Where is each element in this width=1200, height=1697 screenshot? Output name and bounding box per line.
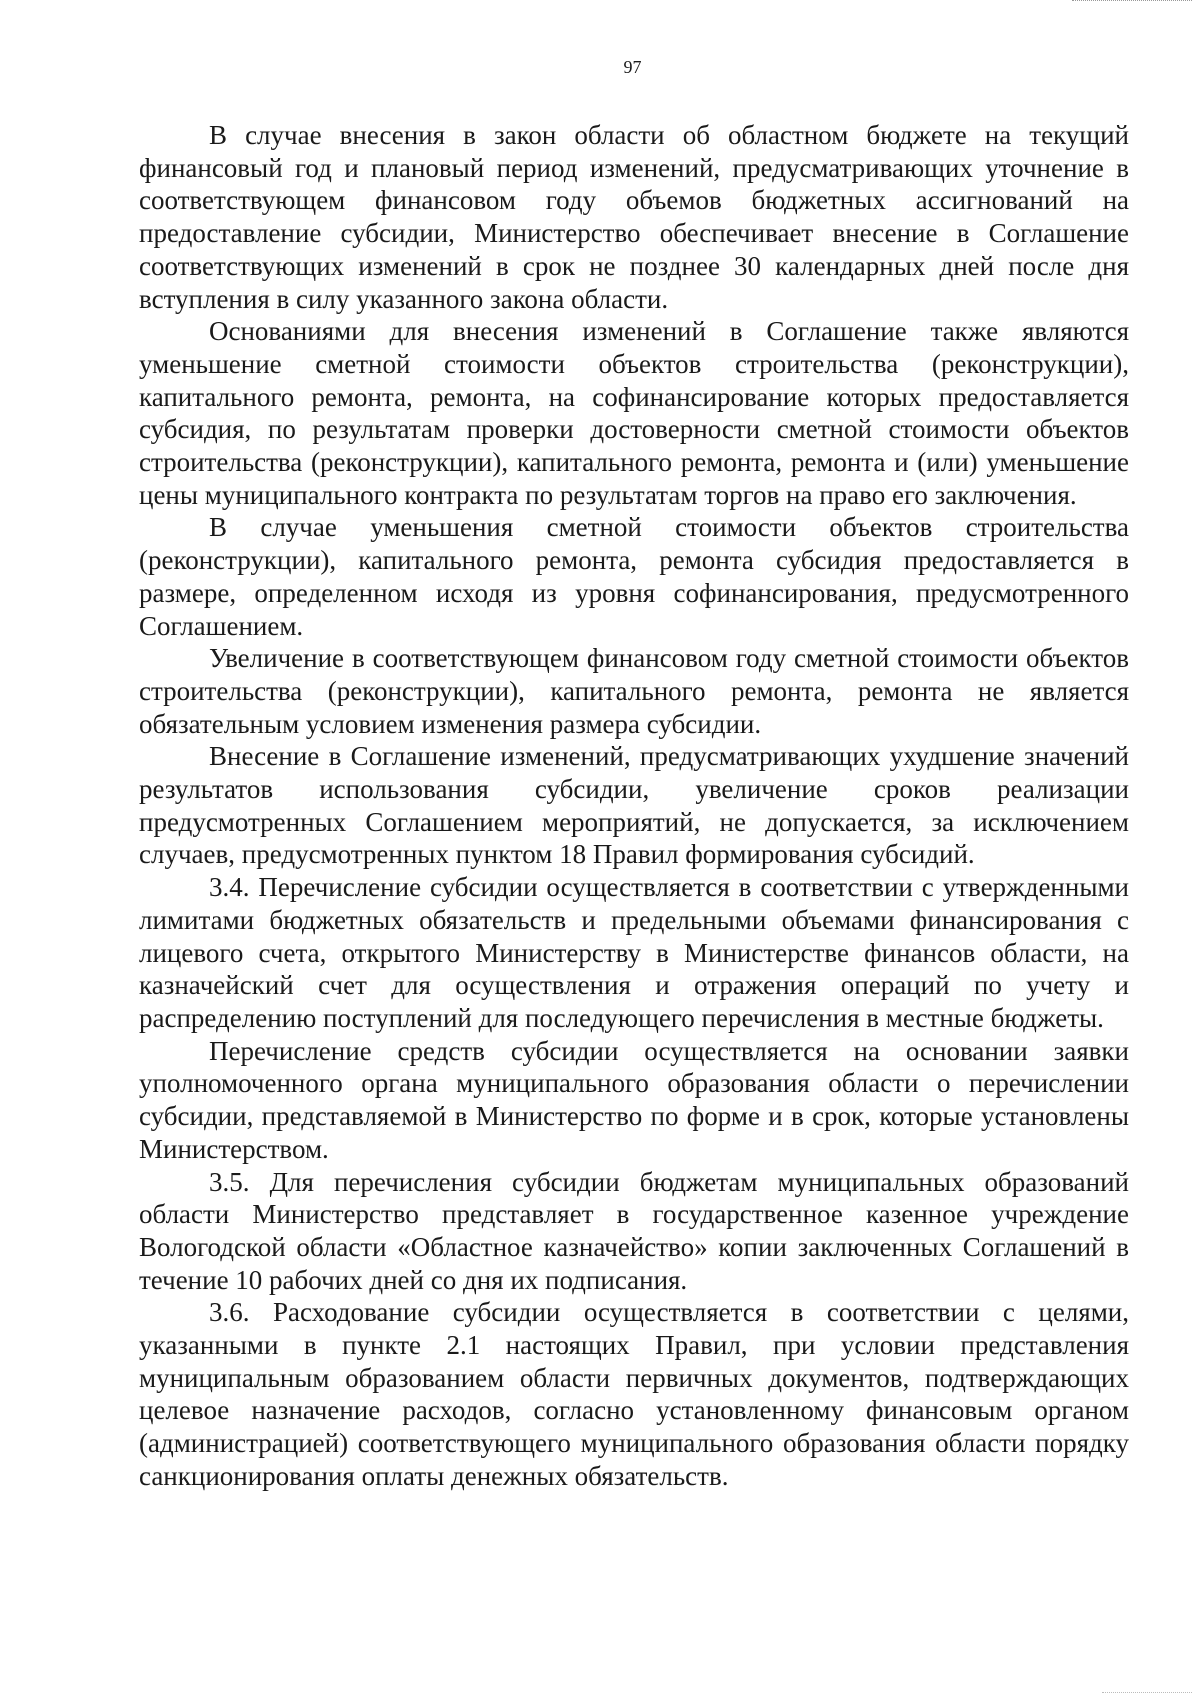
paragraph: Внесение в Соглашение изменений, предусматривающих ухудшение значений результатов использования субсидии, увеличение сроков реализации предусмотренных Соглашением мероприятий, не допускается, за исключением случаев, предусмотренных пунктом 18 Правил формирования субсидий.: [139, 741, 1129, 870]
paragraph: В случае уменьшения сметной стоимости объектов строительства (реконструкции), капитального ремонта, ремонта субсидия предоставляется в размере, определенном исходя из уровня софинансирования, предусмотренного Соглашением.: [139, 512, 1129, 641]
paragraph: Увеличение в соответствующем финансовом году сметной стоимости объектов строительства (реконструкции), капитального ремонта, ремонта не является обязательным условием изменения размера субсидии.: [139, 643, 1129, 739]
scan-edge-mark: [1102, 1686, 1192, 1693]
paragraph: Основаниями для внесения изменений в Соглашение также являются уменьшение сметной стоимости объектов строительства (реконструкции), капитального ремонта, ремонта, на софинансирование которых предоставляется субсидия, по результатам проверки достоверности сметной стоимости объектов строительства (реконструкции), капитального ремонта, ремонта и (или) уменьшение цены муниципального контракта по результатам торгов на право его заключения.: [139, 316, 1129, 510]
scan-edge-mark: [1072, 0, 1192, 7]
paragraph: 3.4. Перечисление субсидии осуществляется в соответствии с утвержденными лимитами бюджетных обязательств и предельными объемами финансирования с лицевого счета, открытого Министерству в Министерстве финансов области, на казначейский счет для осуществления и отражения операций по учету и распределению поступлений для последующего перечисления в местные бюджеты.: [139, 872, 1129, 1033]
paragraph: 3.6. Расходование субсидии осуществляется в соответствии с целями, указанными в пункте 2.1 настоящих Правил, при условии представления муниципальным образованием области первичных документов, подтверждающих целевое назначение расходов, согласно установленному финансовым органом (администрацией) соответствующего муниципального образования области порядку санкционирования оплаты денежных обязательств.: [139, 1297, 1129, 1491]
paragraph: Перечисление средств субсидии осуществляется на основании заявки уполномоченного органа муниципального образования области о перечислении субсидии, представляемой в Министерство по форме и в срок, которые установлены Министерством.: [139, 1035, 1129, 1164]
page-number: 97: [623, 57, 642, 77]
document-body: [139, 119, 1129, 1493]
paragraph: В случае внесения в закон области об областном бюджете на текущий финансовый год и плановый период изменений, предусматривающих уточнение в соответствующем финансовом году объемов бюджетных ассигнований на предоставление субсидии, Министерство обеспечивает внесение в Соглашение соответствующих изменений в срок не позднее 30 календарных дней после дня вступления в силу указанного закона области.: [139, 120, 1129, 314]
paragraph: 3.5. Для перечисления субсидии бюджетам муниципальных образований области Министерство представляет в государственное казенное учреждение Вологодской области «Областное казначейство» копии заключенных Соглашений в течение 10 рабочих дней со дня их подписания.: [139, 1166, 1129, 1295]
